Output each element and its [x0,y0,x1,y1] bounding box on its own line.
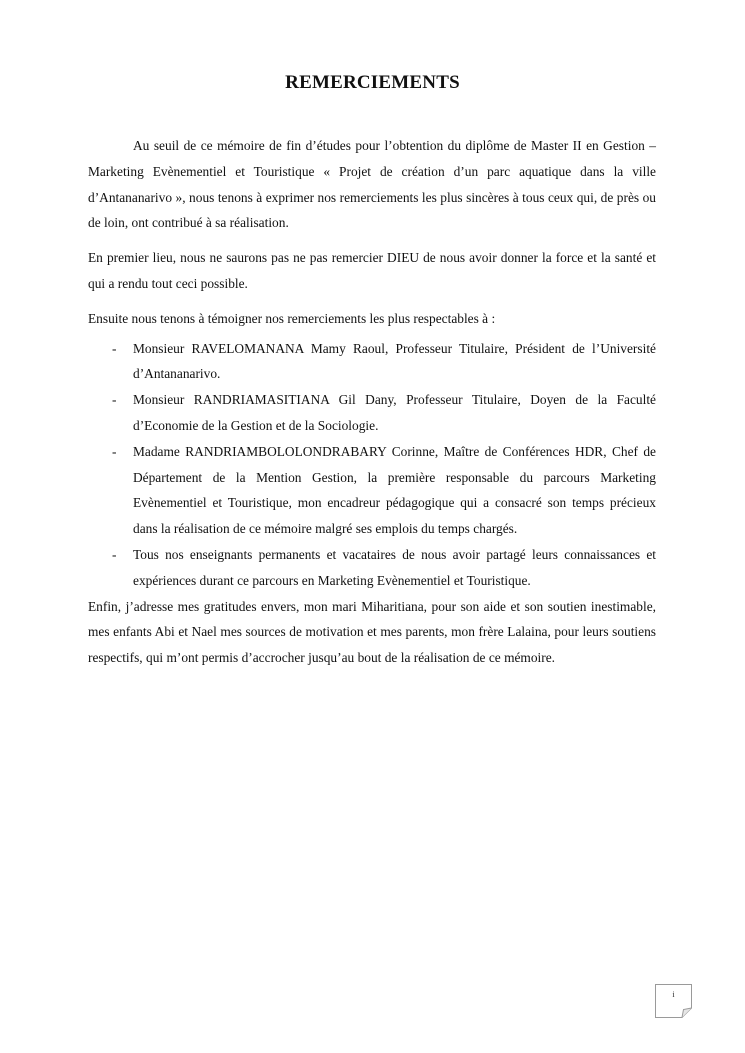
list-item-text: Monsieur RAVELOMANANA Mamy Raoul, Professeur Titulaire, Président de l’Université d’Antananarivo. [133,340,656,382]
list-item-text: Monsieur RANDRIAMASITIANA Gil Dany, Professeur Titulaire, Doyen de la Faculté d’Economie de la Gestion et de la Sociologie. [133,392,656,433]
list-item [88,542,656,594]
list-bullet: - [112,392,117,408]
list-item [88,387,656,439]
list-item-text: Tous nos enseignants permanents et vacataires de nous avoir partagé leurs connaissances et expériences durant ce parcours en Marketing Evènementiel et Touristique. [133,546,656,588]
list-item [88,336,656,388]
acknowledgements-list [88,336,656,594]
closing-paragraph: Enfin, j’adresse mes gratitudes envers, mon mari Miharitiana, pour son aide et son soutien inestimable, mes enfants Abi et Nael mes sources de motivation et mes parents, mon frère Lalaina, pour leurs soutiens respectifs, qui m’ont permis d’accrocher jusqu’au bout de la réalisation de ce mémoire. [88,598,656,666]
intro-paragraph: Au seuil de ce mémoire de fin d’études pour l’obtention du diplôme de Master II en Gestion – Marketing Evènementiel et Touristique « Projet de création d’un parc aquatique dans la ville d’Antananarivo », nous tenons à exprimer nos remerciements les plus sincères à tous ceux qui, de près ou de loin, ont contribué à sa réalisation. [88,138,656,231]
acknowledgements-intro-paragraph: Ensuite nous tenons à témoigner nos remerciements les plus respectables à : [88,310,496,326]
page-number: i [672,990,675,999]
page-title: REMERCIEMENTS [285,72,460,93]
list-bullet: - [112,443,117,459]
document-body [88,133,656,671]
list-item [88,439,656,542]
thanks-god-paragraph: En premier lieu, nous ne saurons pas ne pas remercier DIEU de nous avoir donner la force et la santé et qui a rendu tout ceci possible. [88,250,656,291]
list-bullet: - [112,340,117,356]
list-bullet: - [112,546,117,562]
page-number-box [655,984,692,1018]
list-item-text: Madame RANDRIAMBOLOLONDRABARY Corinne, Maître de Conférences HDR, Chef de Département de la Mention Gestion, la première responsable du parcours Marketing Evènementiel et Touristique, mon encadreur pédagogique qui a consacré son temps précieux dans la réalisation de ce mémoire malgré ses emplois du temps chargés. [133,443,656,537]
